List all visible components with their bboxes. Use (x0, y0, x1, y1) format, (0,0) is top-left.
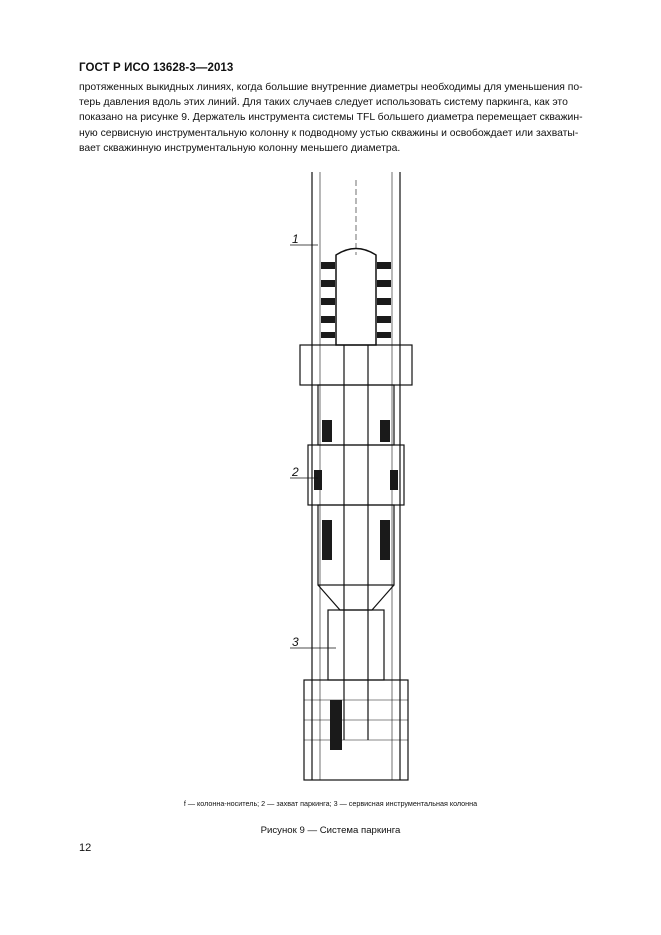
paragraph-line: терь давления вдоль этих линий. Для таких случаев следует использовать систему паркинга, как это (79, 97, 568, 109)
document-header: ГОСТ Р ИСО 13628-3—2013 (79, 62, 234, 74)
page-number: 12 (79, 842, 92, 854)
callout-1: 1 (292, 232, 299, 246)
paragraph-line: вает скважинную инструментальную колонну меньшего диаметра. (79, 142, 401, 154)
paragraph-line: показано на рисунке 9. Держатель инструмента системы TFL большего диаметра перемещает скважин- (79, 112, 583, 124)
figure-caption: Рисунок 9 — Система паркинга (260, 825, 401, 836)
paragraph-line: ную сервисную инструментальную колонну к подводному устью скважины и освобождает или захваты- (79, 127, 579, 139)
callout-2: 2 (292, 465, 299, 479)
paragraph-line: протяженных выкидных линиях, когда большие внутренние диаметры необходимы для уменьшения по- (79, 82, 583, 93)
callout-3: 3 (292, 635, 299, 649)
figure-legend: f — колонна-носитель; 2 — захват паркинга; 3 — сервисная инструментальная колонна (183, 799, 478, 808)
